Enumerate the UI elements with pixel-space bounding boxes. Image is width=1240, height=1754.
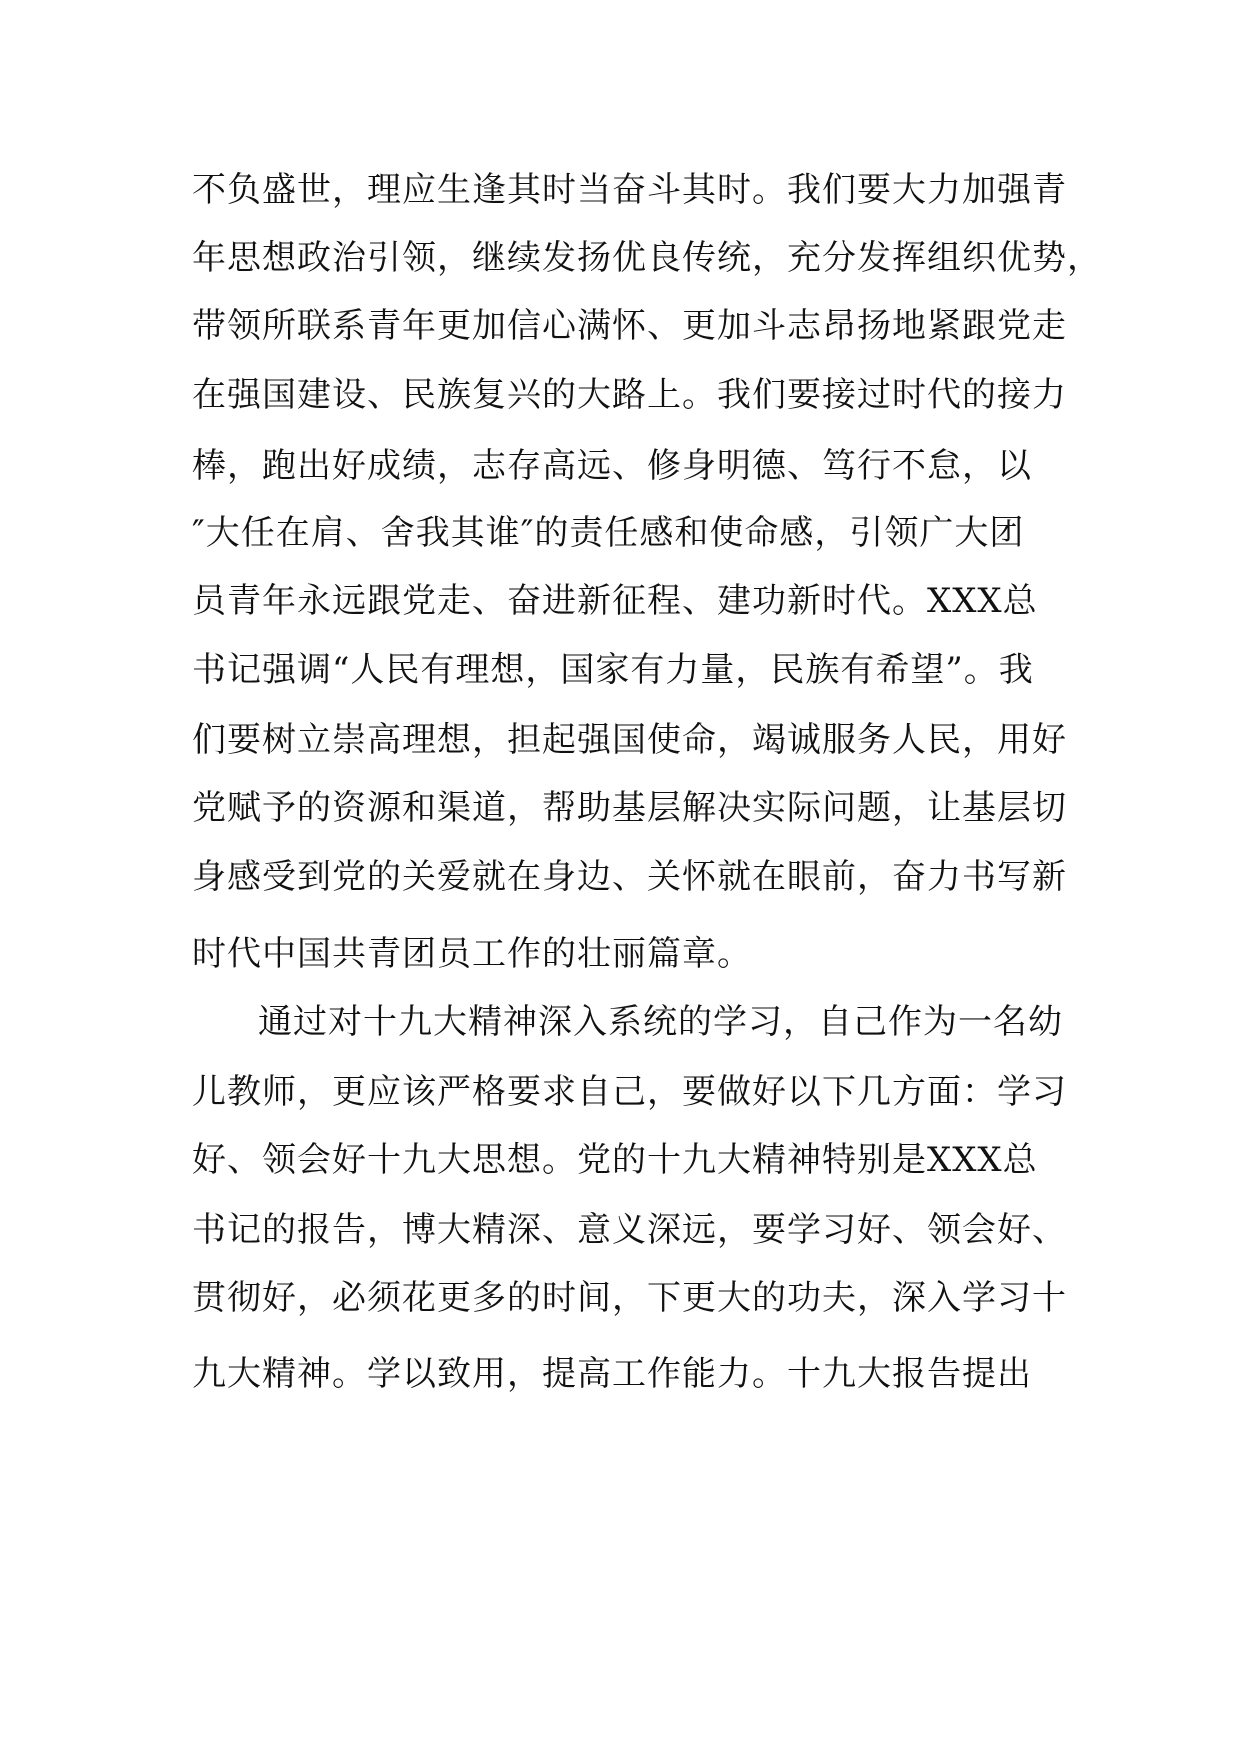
text-line-16: 书记的报告，博大精深、意义深远，要学习好、领会好、 — [192, 1210, 1067, 1250]
text-line-14: 儿教师，更应该严格要求自己，要做好以下几方面：学习 — [192, 1072, 1067, 1112]
text-line-8: 书记强调“人民有理想，国家有力量，民族有希望”。我 — [192, 650, 1034, 690]
text-line-18: 九大精神。学以致用，提高工作能力。十九大报告提出 — [192, 1354, 1032, 1394]
text-line-1: 不负盛世，理应生逢其时当奋斗其时。我们要大力加强青 — [192, 170, 1067, 210]
text-line-9: 们要树立崇高理想，担起强国使命，竭诚服务人民，用好 — [192, 720, 1067, 760]
text-line-13-indented: 通过对十九大精神深入系统的学习，自己作为一名幼 — [258, 1002, 1063, 1042]
text-line-12: 时代中国共青团员工作的壮丽篇章。 — [192, 934, 752, 974]
text-line-10: 党赋予的资源和渠道，帮助基层解决实际问题，让基层切 — [192, 788, 1067, 828]
text-line-4: 在强国建设、民族复兴的大路上。我们要接过时代的接力 — [192, 375, 1067, 415]
text-line-11: 身感受到党的关爱就在身边、关怀就在眼前，奋力书写新 — [192, 857, 1067, 897]
text-line-17: 贯彻好，必须花更多的时间，下更大的功夫，深入学习十 — [192, 1278, 1067, 1318]
text-line-6: ″大任在肩、舍我其谁″的责任感和使命感，引领广大团 — [192, 513, 1025, 553]
text-line-15: 好、领会好十九大思想。党的十九大精神特别是XXX总 — [192, 1140, 1038, 1180]
text-line-5: 棒，跑出好成绩，志存高远、修身明德、笃行不怠，以 — [192, 446, 1032, 486]
text-line-3: 带领所联系青年更加信心满怀、更加斗志昂扬地紧跟党走 — [192, 306, 1067, 346]
text-line-7: 员青年永远跟党走、奋进新征程、建功新时代。XXX总 — [192, 581, 1038, 621]
text-line-2: 年思想政治引领，继续发扬优良传统，充分发挥组织优势， — [192, 238, 1102, 278]
